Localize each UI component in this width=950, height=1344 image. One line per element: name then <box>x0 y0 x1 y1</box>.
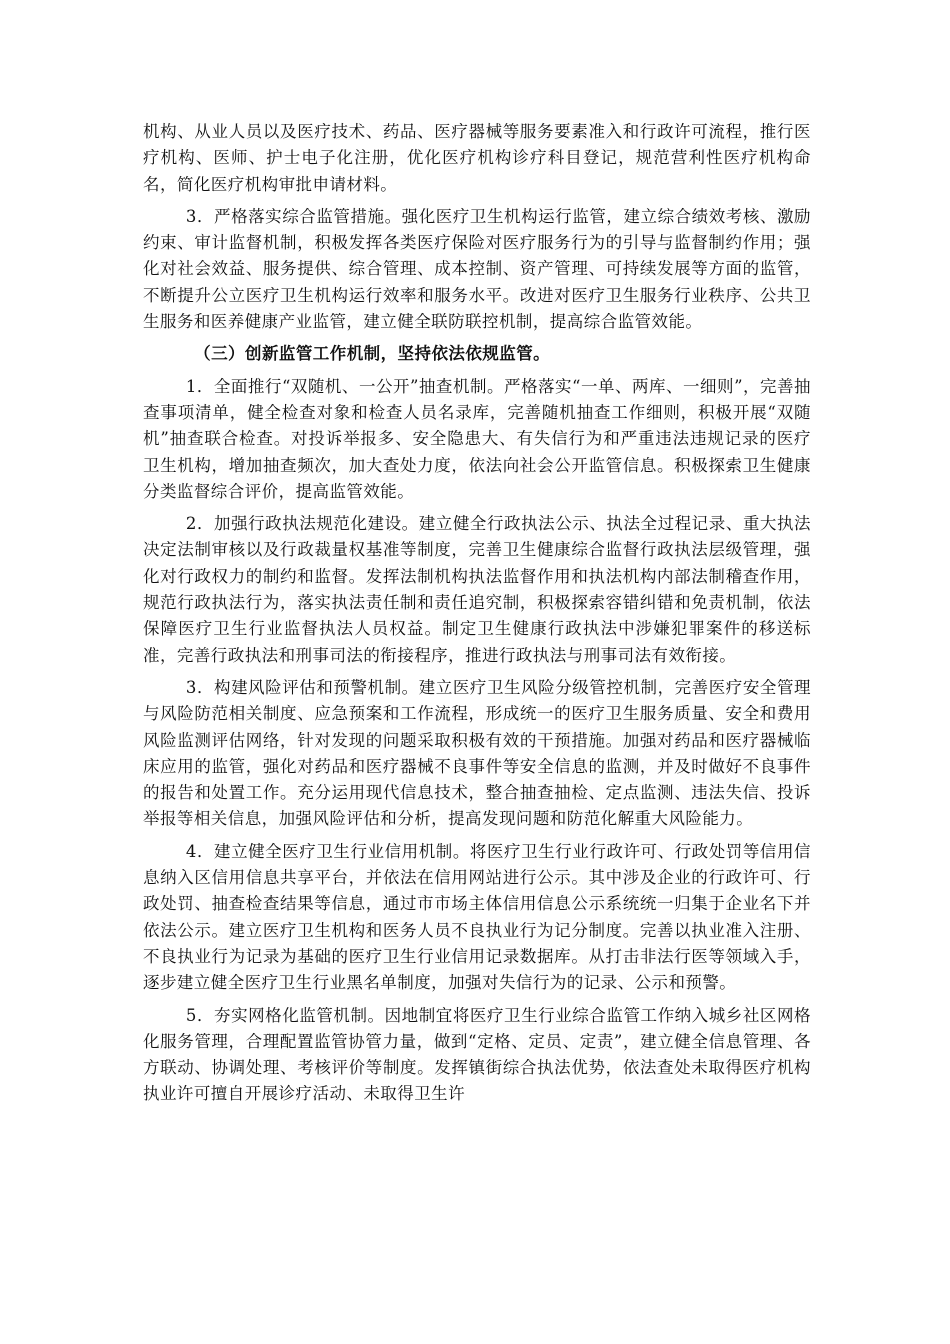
document-body <box>143 119 811 1108</box>
paragraph-credit-mechanism: 4．建立健全医疗卫生行业信用机制。将医疗卫生行业行政许可、行政处罚等信用信息纳入区信用信息共享平台，并依法在信用网站进行公示。其中涉及企业的行政许可、行政处罚、抽查检查结果等信息，通过市市场主体信用信息公示系统统一归集于企业名下并依法公示。建立医疗卫生机构和医务人员不良执业行为记分制度。完善以执业准入注册、不良执业行为记录为基础的医疗卫生行业信用记录数据库。从打击非法行医等领域入手，逐步建立健全医疗卫生行业黑名单制度，加强对失信行为的记录、公示和预警。 <box>143 841 811 993</box>
paragraph-risk-assessment: 3．构建风险评估和预警机制。建立医疗卫生风险分级管控机制，完善医疗安全管理与风险防范相关制度、应急预案和工作流程，形成统一的医疗卫生服务质量、安全和费用风险监测评估网络，针对发现的问题采取积极有效的干预措施。加强对药品和医疗器械临床应用的监管，强化对药品和医疗器械不良事件等安全信息的监测，并及时做好不良事件的报告和处置工作。充分运用现代信息技术，整合抽查抽检、定点监测、违法失信、投诉举报等相关信息，加强风险评估和分析，提高发现问题和防范化解重大风险能力。 <box>143 677 811 829</box>
paragraph-law-enforcement: 2．加强行政执法规范化建设。建立健全行政执法公示、执法全过程记录、重大执法决定法制审核以及行政裁量权基准等制度，完善卫生健康综合监督行政执法层级管理，强化对行政权力的制约和监督。发挥法制机构执法监督作用和执法机构内部法制稽查作用，规范行政执法行为，落实执法责任制和责任追究制，积极探索容错纠错和免责机制，依法保障医疗卫生行业监督执法人员权益。制定卫生健康行政执法中涉嫌犯罪案件的移送标准，完善行政执法和刑事司法的衔接程序，推进行政执法与刑事司法有效衔接。 <box>143 514 811 665</box>
paragraph-random-inspection: 1．全面推行“双随机、一公开”抽查机制。严格落实“一单、两库、一细则”，完善抽查事项清单，健全检查对象和检查人员名录库，完善随机抽查工作细则，积极开展“双随机”抽查联合检查。对投诉举报多、安全隐患大、有失信行为和严重违法违规记录的医疗卫生机构，增加抽查频次，加大查处力度，依法向社会公开监管信息。积极探索卫生健康分类监督综合评价，提高监管效能。 <box>143 376 811 501</box>
paragraph-comprehensive-measures: 3．严格落实综合监管措施。强化医疗卫生机构运行监管，建立综合绩效考核、激励约束、审计监督机制，积极发挥各类医疗保险对医疗服务行为的引导与监督制约作用；强化对社会效益、服务提供、综合管理、成本控制、资产管理、可持续发展等方面的监管，不断提升公立医疗卫生机构运行效率和服务水平。改进对医疗卫生服务行业秩序、公共卫生服务和医养健康产业监管，建立健全联防联控机制，提高综合监管效能。 <box>143 206 811 332</box>
paragraph-grid-supervision: 5．夯实网格化监管机制。因地制宜将医疗卫生行业综合监管工作纳入城乡社区网格化服务管理，合理配置监管协管力量，做到“定格、定员、定责”，建立健全信息管理、各方联动、协调处理、考核评价等制度。发挥镇街综合执法优势，依法查处未取得医疗机构执业许可擅自开展诊疗活动、未取得卫生许 <box>143 1005 811 1104</box>
section-heading: （三）创新监管工作机制，坚持依法依规监管。 <box>194 344 551 364</box>
paragraph-continued: 机构、从业人员以及医疗技术、药品、医疗器械等服务要素准入和行政许可流程，推行医疗机构、医师、护士电子化注册，优化医疗机构诊疗科目登记，规范营利性医疗机构命名，简化医疗机构审批申请材料。 <box>143 122 811 194</box>
